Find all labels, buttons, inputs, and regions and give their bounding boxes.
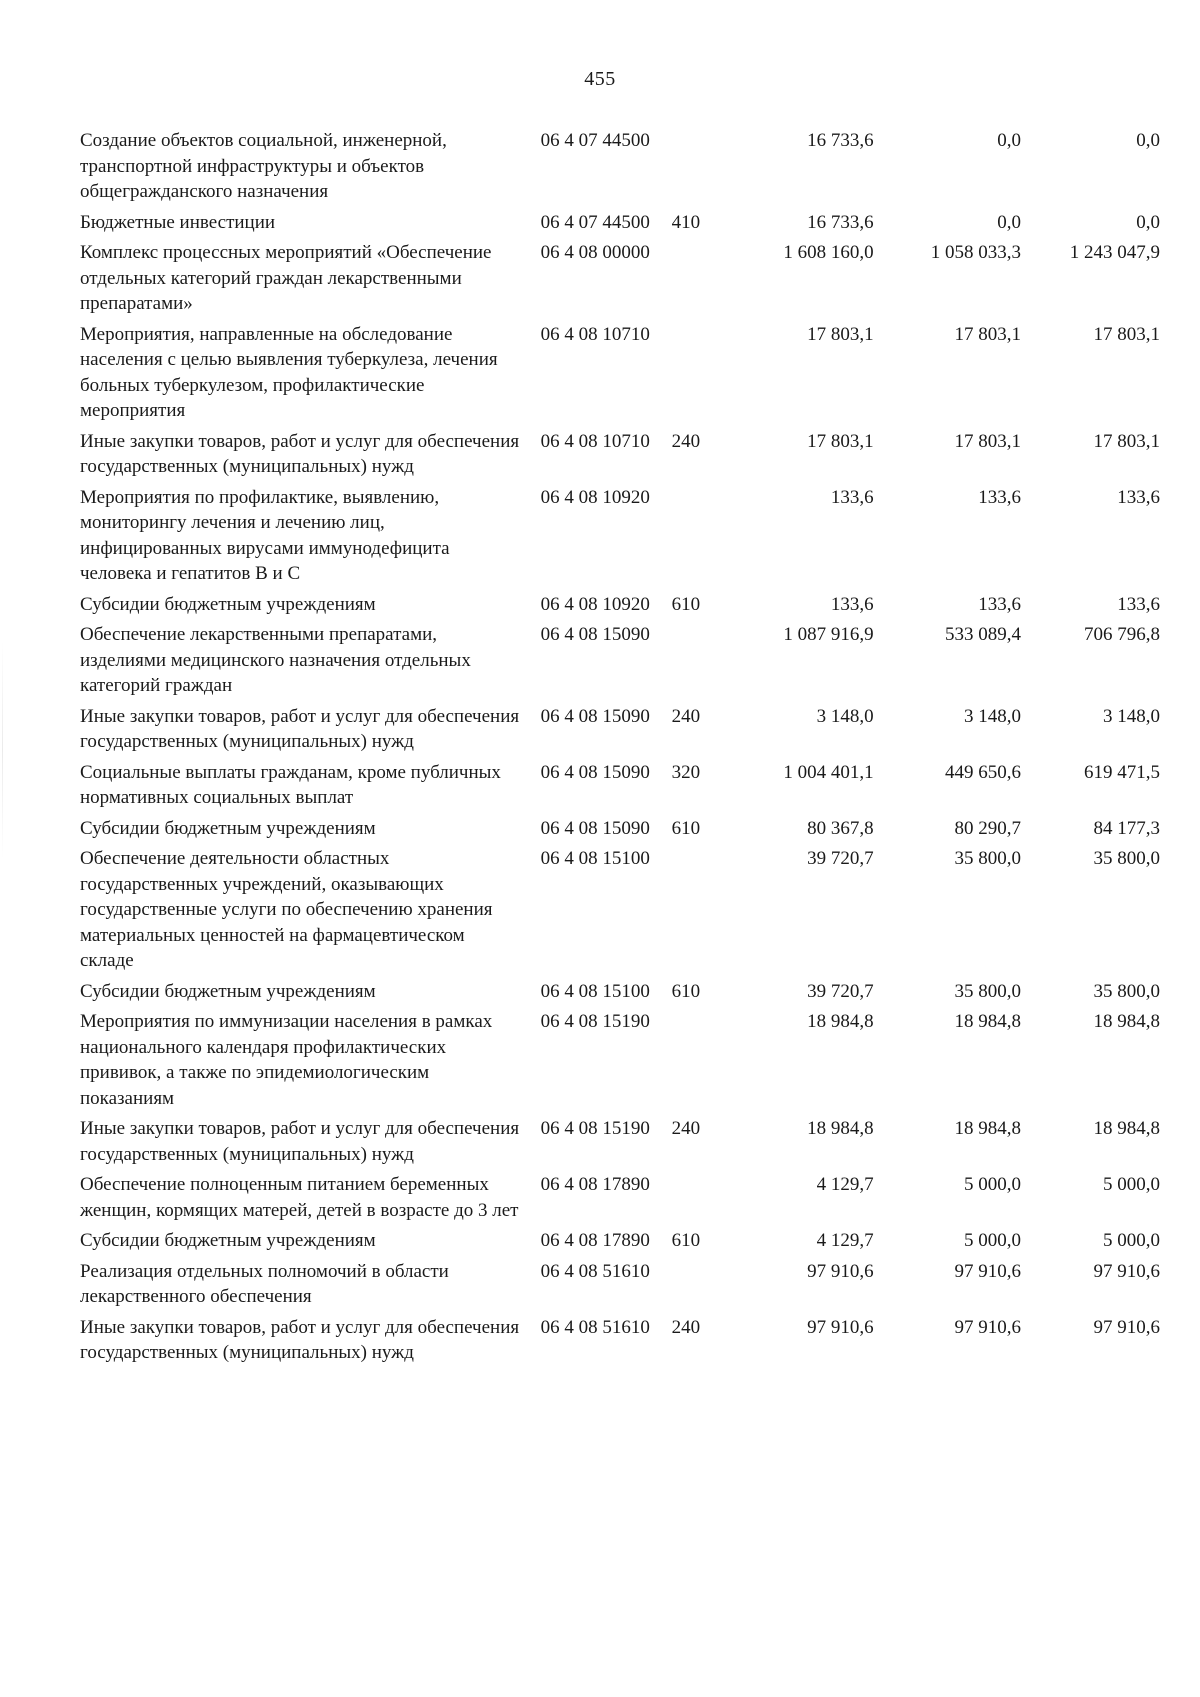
- row-value-year-3: 619 471,5: [1084, 761, 1160, 783]
- table-row: [80, 592, 1160, 623]
- row-code: 06 4 08 51610: [540, 1260, 650, 1282]
- row-value-year-3: 133,6: [1117, 486, 1160, 508]
- row-value-year-2: 1 058 033,3: [930, 242, 1022, 263]
- row-value-year-1: 16 733,6: [807, 211, 874, 233]
- row-value-year-1: 4 129,7: [816, 1230, 874, 1251]
- row-code: 06 4 08 17890: [540, 1230, 650, 1251]
- row-value-year-1: 17 803,1: [807, 323, 874, 345]
- row-value-year-3: 5 000,0: [1103, 1174, 1160, 1195]
- row-name: Мероприятия, направленные на обследование населения с целью выявления туберкулеза, лечения больных туберкулезом, профилактические мероприятия: [80, 323, 498, 421]
- row-code: 06 4 08 10920: [540, 593, 650, 615]
- row-expense-kind: 610: [671, 980, 701, 1002]
- row-name: Иные закупки товаров, работ и услуг для обеспечения государственных (муниципальных) нужд: [80, 1118, 520, 1165]
- row-expense-kind: 240: [671, 1118, 701, 1139]
- row-code: 06 4 08 15100: [540, 848, 650, 869]
- row-value-year-1: 39 720,7: [807, 980, 874, 1002]
- row-value-year-3: 35 800,0: [1093, 848, 1160, 869]
- row-value-year-3: 84 177,3: [1093, 817, 1160, 839]
- row-value-year-3: 17 803,1: [1093, 323, 1160, 345]
- row-name: Социальные выплаты гражданам, кроме публичных нормативных социальных выплат: [80, 761, 501, 808]
- row-value-year-2: 97 910,6: [954, 1260, 1022, 1282]
- row-value-year-3: 35 800,0: [1093, 980, 1160, 1002]
- row-expense-kind: 610: [671, 1230, 701, 1251]
- row-value-year-2: 0,0: [997, 130, 1022, 151]
- row-code: 06 4 08 00000: [540, 242, 650, 263]
- row-value-year-3: 0,0: [1136, 211, 1160, 233]
- row-value-year-3: 3 148,0: [1103, 705, 1160, 727]
- row-name: Мероприятия по иммунизации населения в рамках национального календаря профилактических прививок, а также по эпидемиологическим показаниям: [80, 1011, 493, 1109]
- table-row: [80, 846, 1160, 979]
- row-expense-kind: 240: [671, 430, 701, 452]
- row-expense-kind: 240: [671, 705, 701, 727]
- row-code: 06 4 08 15090: [540, 624, 650, 645]
- row-value-year-2: 17 803,1: [954, 430, 1022, 452]
- row-value-year-1: 80 367,8: [807, 817, 874, 839]
- row-value-year-2: 133,6: [978, 593, 1022, 615]
- row-value-year-1: 17 803,1: [807, 430, 874, 452]
- row-expense-kind: [672, 622, 718, 704]
- row-expense-kind: [672, 1009, 718, 1116]
- table-row: [80, 485, 1160, 592]
- row-code: 06 4 08 15100: [540, 980, 650, 1002]
- table-row: [80, 210, 1160, 241]
- row-value-year-1: 133,6: [830, 486, 874, 508]
- row-expense-kind: [672, 128, 718, 210]
- row-value-year-1: 16 733,6: [807, 130, 874, 151]
- row-code: 06 4 08 51610: [540, 1316, 650, 1338]
- row-value-year-1: 97 910,6: [807, 1260, 874, 1282]
- table-row: [80, 1259, 1160, 1315]
- row-value-year-3: 97 910,6: [1093, 1316, 1160, 1338]
- row-code: 06 4 08 10710: [540, 323, 650, 345]
- row-expense-kind: [672, 846, 718, 979]
- row-value-year-1: 1 004 401,1: [783, 761, 874, 783]
- table-row: [80, 1172, 1160, 1228]
- table-row: [80, 622, 1160, 704]
- row-name: Субсидии бюджетным учреждениям: [80, 817, 376, 839]
- row-code: 06 4 08 15090: [540, 817, 650, 839]
- table-row: [80, 979, 1160, 1010]
- row-value-year-2: 449 650,6: [945, 761, 1022, 783]
- row-name: Обеспечение лекарственными препаратами, изделиями медицинского назначения отдельных категорий граждан: [80, 624, 471, 696]
- row-code: 06 4 08 15090: [540, 761, 650, 783]
- row-name: Обеспечение полноценным питанием беременных женщин, кормящих матерей, детей в возрасте до 3 лет: [80, 1174, 519, 1221]
- row-name: Реализация отдельных полномочий в области лекарственного обеспечения: [80, 1260, 449, 1307]
- row-name: Иные закупки товаров, работ и услуг для обеспечения государственных (муниципальных) нужд: [80, 1316, 520, 1363]
- row-value-year-1: 3 148,0: [816, 705, 874, 727]
- row-name: Создание объектов социальной, инженерной, транспортной инфраструктуры и объектов общегражданского назначения: [80, 130, 447, 202]
- row-expense-kind: 610: [671, 593, 701, 615]
- row-name: Субсидии бюджетным учреждениям: [80, 1230, 376, 1251]
- table-row: [80, 1116, 1160, 1172]
- row-code: 06 4 07 44500: [540, 130, 650, 151]
- row-value-year-3: 17 803,1: [1093, 430, 1160, 452]
- row-value-year-2: 35 800,0: [954, 848, 1022, 869]
- table-row: [80, 1009, 1160, 1116]
- row-value-year-1: 133,6: [830, 593, 874, 615]
- row-expense-kind: 240: [671, 1316, 701, 1338]
- row-value-year-2: 5 000,0: [964, 1174, 1022, 1195]
- table-row: [80, 240, 1160, 322]
- table-row: [80, 322, 1160, 429]
- row-value-year-1: 18 984,8: [807, 1011, 874, 1032]
- table-row: [80, 760, 1160, 816]
- row-value-year-1: 1 608 160,0: [783, 242, 874, 263]
- row-value-year-1: 4 129,7: [816, 1174, 874, 1195]
- row-value-year-2: 5 000,0: [964, 1230, 1022, 1251]
- row-name: Мероприятия по профилактике, выявлению, мониторингу лечения и лечению лиц, инфицированных вирусами иммунодефицита человека и гепатитов В и С: [80, 486, 450, 584]
- row-value-year-2: 3 148,0: [964, 705, 1022, 727]
- row-code: 06 4 08 15190: [540, 1011, 650, 1032]
- table-row: [80, 429, 1160, 485]
- row-expense-kind: [672, 1259, 718, 1315]
- row-expense-kind: [672, 240, 718, 322]
- row-code: 06 4 08 15090: [540, 705, 650, 727]
- row-value-year-2: 18 984,8: [954, 1011, 1022, 1032]
- row-expense-kind: [672, 322, 718, 429]
- row-expense-kind: [672, 1172, 718, 1228]
- row-code: 06 4 08 10920: [540, 486, 650, 508]
- row-value-year-2: 97 910,6: [954, 1316, 1022, 1338]
- row-name: Бюджетные инвестиции: [80, 211, 276, 233]
- row-value-year-2: 0,0: [997, 211, 1022, 233]
- row-name: Иные закупки товаров, работ и услуг для обеспечения государственных (муниципальных) нужд: [80, 705, 520, 752]
- row-value-year-3: 1 243 047,9: [1069, 242, 1160, 263]
- row-name: Субсидии бюджетным учреждениям: [80, 593, 376, 615]
- row-expense-kind: 320: [671, 761, 701, 783]
- row-value-year-1: 18 984,8: [807, 1118, 874, 1139]
- budget-table-body: [80, 128, 1160, 1371]
- row-value-year-3: 133,6: [1117, 593, 1160, 615]
- row-code: 06 4 08 17890: [540, 1174, 650, 1195]
- row-expense-kind: 410: [671, 211, 701, 233]
- row-code: 06 4 08 10710: [540, 430, 650, 452]
- table-row: [80, 816, 1160, 847]
- row-name: Комплекс процессных мероприятий «Обеспечение отдельных категорий граждан лекарственными препаратами»: [80, 242, 492, 314]
- row-expense-kind: [672, 485, 718, 592]
- table-row: [80, 1228, 1160, 1259]
- row-value-year-1: 1 087 916,9: [783, 624, 874, 645]
- page-number: 455: [584, 68, 616, 90]
- row-value-year-3: 18 984,8: [1093, 1118, 1160, 1139]
- row-value-year-2: 18 984,8: [954, 1118, 1022, 1139]
- row-value-year-3: 0,0: [1136, 130, 1160, 151]
- row-code: 06 4 07 44500: [540, 211, 650, 233]
- row-value-year-3: 706 796,8: [1084, 624, 1160, 645]
- row-value-year-2: 133,6: [978, 486, 1022, 508]
- row-name: Субсидии бюджетным учреждениям: [80, 980, 376, 1002]
- row-name: Обеспечение деятельности областных государственных учреждений, оказывающих государственные услуги по обеспечению хранения материальных ценностей на фармацевтическом складе: [80, 848, 493, 971]
- row-value-year-3: 97 910,6: [1093, 1260, 1160, 1282]
- table-row: [80, 128, 1160, 210]
- row-value-year-2: 80 290,7: [954, 817, 1022, 839]
- row-expense-kind: 610: [671, 817, 701, 839]
- row-value-year-3: 18 984,8: [1093, 1011, 1160, 1032]
- row-value-year-3: 5 000,0: [1103, 1230, 1160, 1251]
- row-value-year-2: 35 800,0: [954, 980, 1022, 1002]
- row-value-year-2: 533 089,4: [945, 624, 1022, 645]
- table-row: [80, 704, 1160, 760]
- table-row: [80, 1315, 1160, 1371]
- row-name: Иные закупки товаров, работ и услуг для обеспечения государственных (муниципальных) нужд: [80, 430, 520, 477]
- row-code: 06 4 08 15190: [540, 1118, 650, 1139]
- row-value-year-1: 39 720,7: [807, 848, 874, 869]
- row-value-year-1: 97 910,6: [807, 1316, 874, 1338]
- scan-edge-mark: [2, 640, 3, 860]
- budget-table: [80, 128, 1160, 1371]
- row-value-year-2: 17 803,1: [954, 323, 1022, 345]
